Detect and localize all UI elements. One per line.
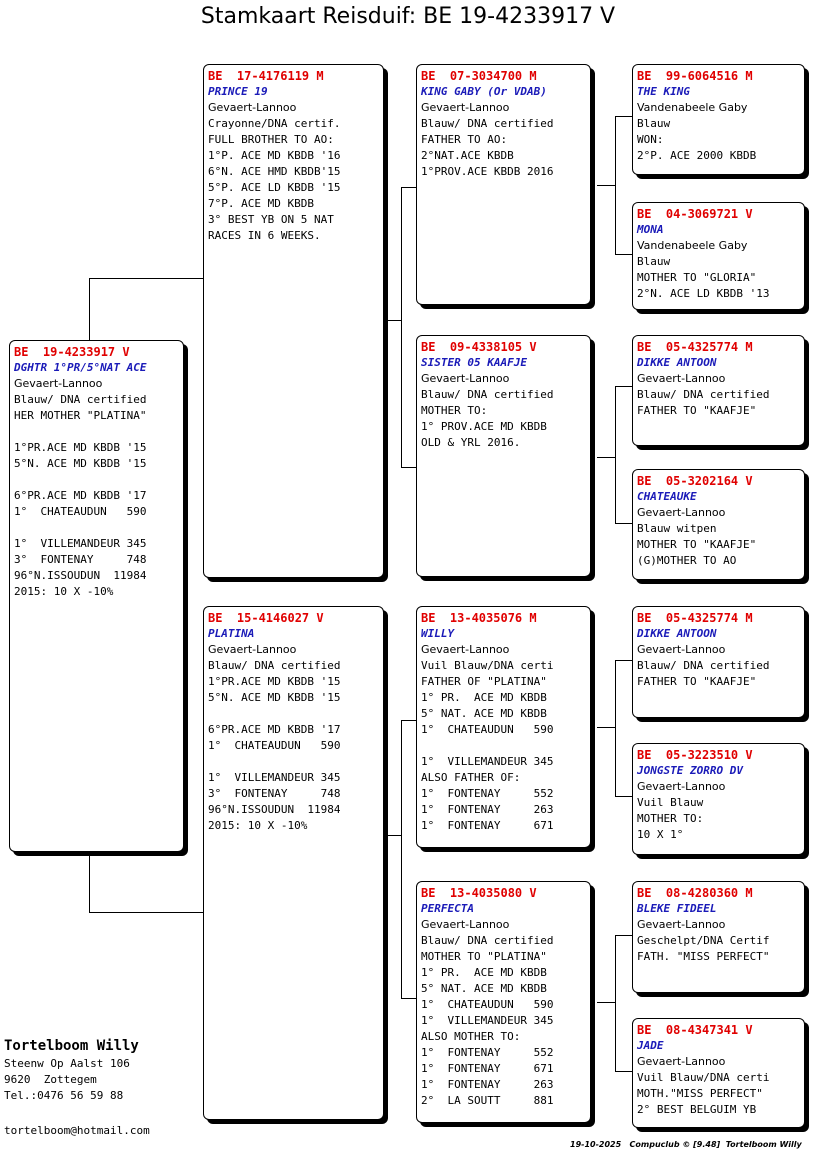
pigeon-details: [208, 658, 379, 834]
connector: [615, 254, 632, 255]
detail-line: Vuil Blauw/DNA certi: [637, 1071, 770, 1084]
page-title: Stamkaart Reisduif: BE 19-4233917 V: [200, 4, 616, 29]
detail-line: 1° VILLEMANDEUR 345: [14, 537, 147, 550]
owner-email[interactable]: tortelboom@hotmail.com: [4, 1124, 150, 1137]
connector: [615, 523, 632, 524]
great-grandparent-card[interactable]: [632, 469, 805, 580]
pigeon-details: [421, 658, 586, 834]
detail-line: [208, 706, 379, 722]
detail-line: 10 X 1°: [637, 828, 684, 841]
grandfather-paternal-card[interactable]: [416, 64, 591, 305]
ring-number: BE 05-3223510 V: [637, 748, 753, 762]
pigeon-name: CHATEAUKE: [637, 490, 697, 503]
ring-number: BE 05-3202164 V: [637, 474, 753, 488]
connector: [615, 116, 632, 117]
detail-line: FULL BROTHER TO AO:: [208, 133, 334, 146]
father-card[interactable]: [203, 64, 384, 578]
detail-line: 1° PR. ACE MD KBDB: [421, 691, 547, 704]
great-grandparent-card[interactable]: [632, 743, 805, 855]
connector: [615, 386, 632, 387]
pigeon-name: PERFECTA: [421, 902, 474, 915]
pigeon-details: [421, 933, 586, 1109]
pigeon-details: [208, 116, 379, 244]
ring-number: BE 13-4035076 M: [421, 611, 537, 625]
detail-line: 1° VILLEMANDEUR 345: [421, 1014, 554, 1027]
detail-line: MOTHER TO:: [637, 812, 704, 825]
connector: [89, 912, 204, 913]
breeder: Gevaert-Lannoo: [208, 101, 297, 114]
detail-line: 2° LA SOUTT 881: [421, 1094, 554, 1107]
breeder: Gevaert-Lannoo: [208, 643, 297, 656]
pigeon-name: MONA: [637, 223, 664, 236]
detail-line: 2015: 10 X -10%: [14, 585, 114, 598]
grandmother-paternal-card[interactable]: [416, 335, 591, 577]
detail-line: Blauw: [637, 117, 671, 130]
breeder: Gevaert-Lannoo: [421, 372, 510, 385]
detail-line: 6°N. ACE HMD KBDB'15: [208, 165, 341, 178]
pigeon-details: [637, 387, 800, 419]
great-grandparent-card[interactable]: [632, 606, 805, 718]
connector: [597, 185, 616, 186]
detail-line: 1°PROV.ACE KBDB 2016: [421, 165, 554, 178]
connector: [89, 278, 90, 340]
owner-address: Steenw Op Aalst 106: [4, 1057, 130, 1070]
breeder: Gevaert-Lannoo: [421, 918, 510, 931]
connector: [597, 727, 616, 728]
pigeon-name: BLEKE FIDEEL: [637, 902, 717, 915]
detail-line: 1° CHATEAUDUN 590: [421, 723, 554, 736]
detail-line: WON:: [637, 133, 664, 146]
detail-line: 5°P. ACE LD KBDB '15: [208, 181, 341, 194]
ring-number: BE 08-4347341 V: [637, 1023, 753, 1037]
detail-line: 5°N. ACE MD KBDB '15: [208, 691, 341, 704]
detail-line: FATHER OF "PLATINA": [421, 675, 547, 688]
connector: [597, 457, 616, 458]
detail-line: [14, 424, 179, 440]
detail-line: 1° PROV.ACE MD KBDB: [421, 420, 547, 433]
ring-number: BE 05-4325774 M: [637, 611, 753, 625]
pigeon-name: DGHTR 1°PR/5°NAT ACE: [14, 361, 147, 374]
connector: [615, 660, 616, 796]
detail-line: Geschelpt/DNA Certif: [637, 934, 770, 947]
detail-line: ALSO FATHER OF:: [421, 771, 521, 784]
detail-line: RACES IN 6 WEEKS.: [208, 229, 321, 242]
detail-line: 1° VILLEMANDEUR 345: [421, 755, 554, 768]
detail-line: 1° FONTENAY 263: [421, 803, 554, 816]
detail-line: 2015: 10 X -10%: [208, 819, 308, 832]
pigeon-details: [637, 795, 800, 843]
detail-line: 3° BEST YB ON 5 NAT: [208, 213, 334, 226]
connector: [615, 935, 632, 936]
detail-line: MOTHER TO:: [421, 404, 488, 417]
pigeon-details: [637, 254, 800, 302]
connector: [384, 835, 402, 836]
detail-line: Blauw: [637, 255, 671, 268]
great-grandparent-card[interactable]: [632, 64, 805, 175]
detail-line: 1° FONTENAY 552: [421, 1046, 554, 1059]
breeder: Gevaert-Lannoo: [637, 780, 726, 793]
connector: [384, 320, 402, 321]
detail-line: 1° CHATEAUDUN 590: [14, 505, 147, 518]
detail-line: OLD & YRL 2016.: [421, 436, 521, 449]
detail-line: 1°PR.ACE MD KBDB '15: [14, 441, 147, 454]
detail-line: 1°P. ACE MD KBDB '16: [208, 149, 341, 162]
ring-number: BE 09-4338105 V: [421, 340, 537, 354]
ring-number: BE 05-4325774 M: [637, 340, 753, 354]
pigeon-details: [637, 116, 800, 164]
breeder: Gevaert-Lannoo: [637, 506, 726, 519]
detail-line: 1° FONTENAY 671: [421, 1062, 554, 1075]
pigeon-name: PRINCE 19: [208, 85, 268, 98]
detail-line: 1° PR. ACE MD KBDB: [421, 966, 547, 979]
detail-line: 1° FONTENAY 263: [421, 1078, 554, 1091]
detail-line: 3° FONTENAY 748: [208, 787, 341, 800]
detail-line: Blauw/ DNA certified: [421, 117, 554, 130]
detail-line: FATHER TO "KAAFJE": [637, 404, 757, 417]
detail-line: 5° NAT. ACE MD KBDB: [421, 982, 547, 995]
ring-number: BE 19-4233917 V: [14, 345, 130, 359]
detail-line: 6°PR.ACE MD KBDB '17: [14, 489, 147, 502]
great-grandparent-card[interactable]: [632, 1018, 805, 1128]
connector: [615, 935, 616, 1071]
breeder: Gevaert-Lannoo: [637, 372, 726, 385]
detail-line: (G)MOTHER TO AO: [637, 554, 737, 567]
grandmother-maternal-card[interactable]: [416, 881, 591, 1123]
pigeon-name: DIKKE ANTOON: [637, 356, 717, 369]
pigeon-details: [421, 116, 586, 180]
detail-line: Vuil Blauw/DNA certi: [421, 659, 554, 672]
ring-number: BE 15-4146027 V: [208, 611, 324, 625]
detail-line: 2°N. ACE LD KBDB '13: [637, 287, 770, 300]
detail-line: 1° CHATEAUDUN 590: [208, 739, 341, 752]
ring-number: BE 99-6064516 M: [637, 69, 753, 83]
detail-line: Blauw/ DNA certified: [421, 934, 554, 947]
detail-line: FATH. "MISS PERFECT": [637, 950, 770, 963]
detail-line: 1° FONTENAY 671: [421, 819, 554, 832]
breeder: Gevaert-Lannoo: [637, 918, 726, 931]
ring-number: BE 08-4280360 M: [637, 886, 753, 900]
pigeon-name: KING GABY (Or VDAB): [421, 85, 547, 98]
detail-line: FATHER TO "KAAFJE": [637, 675, 757, 688]
grandfather-maternal-card[interactable]: [416, 606, 591, 848]
detail-line: [208, 754, 379, 770]
breeder: Gevaert-Lannoo: [421, 101, 510, 114]
pigeon-details: [637, 933, 800, 965]
breeder: Vandenabeele Gaby: [637, 101, 748, 114]
detail-line: 5° NAT. ACE MD KBDB: [421, 707, 547, 720]
pigeon-details: [637, 521, 800, 569]
detail-line: 1° FONTENAY 552: [421, 787, 554, 800]
pigeon-details: [637, 658, 800, 690]
owner-block: [4, 1036, 139, 1104]
connector: [615, 660, 632, 661]
detail-line: Blauw/ DNA certified: [421, 388, 554, 401]
connector: [89, 852, 90, 912]
great-grandparent-card[interactable]: [632, 202, 805, 310]
detail-line: 7°P. ACE MD KBDB: [208, 197, 314, 210]
pigeon-name: JADE: [637, 1039, 664, 1052]
pigeon-name: DIKKE ANTOON: [637, 627, 717, 640]
connector: [615, 116, 616, 254]
connector: [401, 187, 417, 188]
connector: [401, 467, 417, 468]
pigeon-name: THE KING: [637, 85, 690, 98]
owner-phone: Tel.:0476 56 59 88: [4, 1089, 124, 1102]
detail-line: 1°PR.ACE MD KBDB '15: [208, 675, 341, 688]
connector: [615, 796, 632, 797]
detail-line: Blauw/ DNA certified: [637, 388, 770, 401]
connector: [401, 720, 417, 721]
detail-line: 96°N.ISSOUDUN 11984: [14, 569, 147, 582]
pigeon-name: JONGSTE ZORRO DV: [637, 764, 743, 777]
detail-line: 2°P. ACE 2000 KBDB: [637, 149, 757, 162]
detail-line: MOTH."MISS PERFECT": [637, 1087, 763, 1100]
subject-card[interactable]: [9, 340, 184, 852]
detail-line: MOTHER TO "PLATINA": [421, 950, 547, 963]
great-grandparent-card[interactable]: [632, 881, 805, 993]
detail-line: Blauw witpen: [637, 522, 717, 535]
connector: [401, 998, 417, 999]
detail-line: [14, 520, 179, 536]
detail-line: [14, 472, 179, 488]
detail-line: ALSO MOTHER TO:: [421, 1030, 521, 1043]
connector: [615, 386, 616, 523]
detail-line: MOTHER TO "KAAFJE": [637, 538, 757, 551]
connector: [401, 720, 402, 998]
owner-name: Tortelboom Willy: [4, 1038, 139, 1054]
detail-line: 1° CHATEAUDUN 590: [421, 998, 554, 1011]
breeder: Vandenabeele Gaby: [637, 239, 748, 252]
ring-number: BE 17-4176119 M: [208, 69, 324, 83]
detail-line: Crayonne/DNA certif.: [208, 117, 341, 130]
detail-line: Blauw/ DNA certified: [14, 393, 147, 406]
detail-line: 6°PR.ACE MD KBDB '17: [208, 723, 341, 736]
detail-line: 2°NAT.ACE KBDB: [421, 149, 514, 162]
breeder: Gevaert-Lannoo: [637, 1055, 726, 1068]
mother-card[interactable]: [203, 606, 384, 1120]
detail-line: MOTHER TO "GLORIA": [637, 271, 757, 284]
owner-city: 9620 Zottegem: [4, 1073, 97, 1086]
detail-line: Vuil Blauw: [637, 796, 704, 809]
detail-line: 1° VILLEMANDEUR 345: [208, 771, 341, 784]
detail-line: [421, 738, 586, 754]
pigeon-details: [14, 392, 179, 600]
connector: [615, 1071, 632, 1072]
detail-line: Blauw/ DNA certified: [208, 659, 341, 672]
breeder: Gevaert-Lannoo: [421, 643, 510, 656]
detail-line: HER MOTHER "PLATINA": [14, 409, 147, 422]
pigeon-name: SISTER 05 KAAFJE: [421, 356, 527, 369]
connector: [401, 187, 402, 467]
connector: [597, 1002, 616, 1003]
great-grandparent-card[interactable]: [632, 335, 805, 446]
detail-line: Blauw/ DNA certified: [637, 659, 770, 672]
pigeon-name: WILLY: [421, 627, 455, 640]
breeder: Gevaert-Lannoo: [637, 643, 726, 656]
pigeon-name: PLATINA: [208, 627, 255, 640]
connector: [89, 278, 204, 279]
detail-line: 2° BEST BELGUIM YB: [637, 1103, 757, 1116]
ring-number: BE 07-3034700 M: [421, 69, 537, 83]
breeder: Gevaert-Lannoo: [14, 377, 103, 390]
ring-number: BE 04-3069721 V: [637, 207, 753, 221]
detail-line: 5°N. ACE MD KBDB '15: [14, 457, 147, 470]
detail-line: 96°N.ISSOUDUN 11984: [208, 803, 341, 816]
footer: 19-10-2025 Compuclub © [9.48] Tortelboom Willy: [570, 1140, 802, 1149]
detail-line: FATHER TO AO:: [421, 133, 508, 146]
detail-line: 3° FONTENAY 748: [14, 553, 147, 566]
pigeon-details: [421, 387, 586, 451]
pigeon-details: [637, 1070, 800, 1118]
ring-number: BE 13-4035080 V: [421, 886, 537, 900]
